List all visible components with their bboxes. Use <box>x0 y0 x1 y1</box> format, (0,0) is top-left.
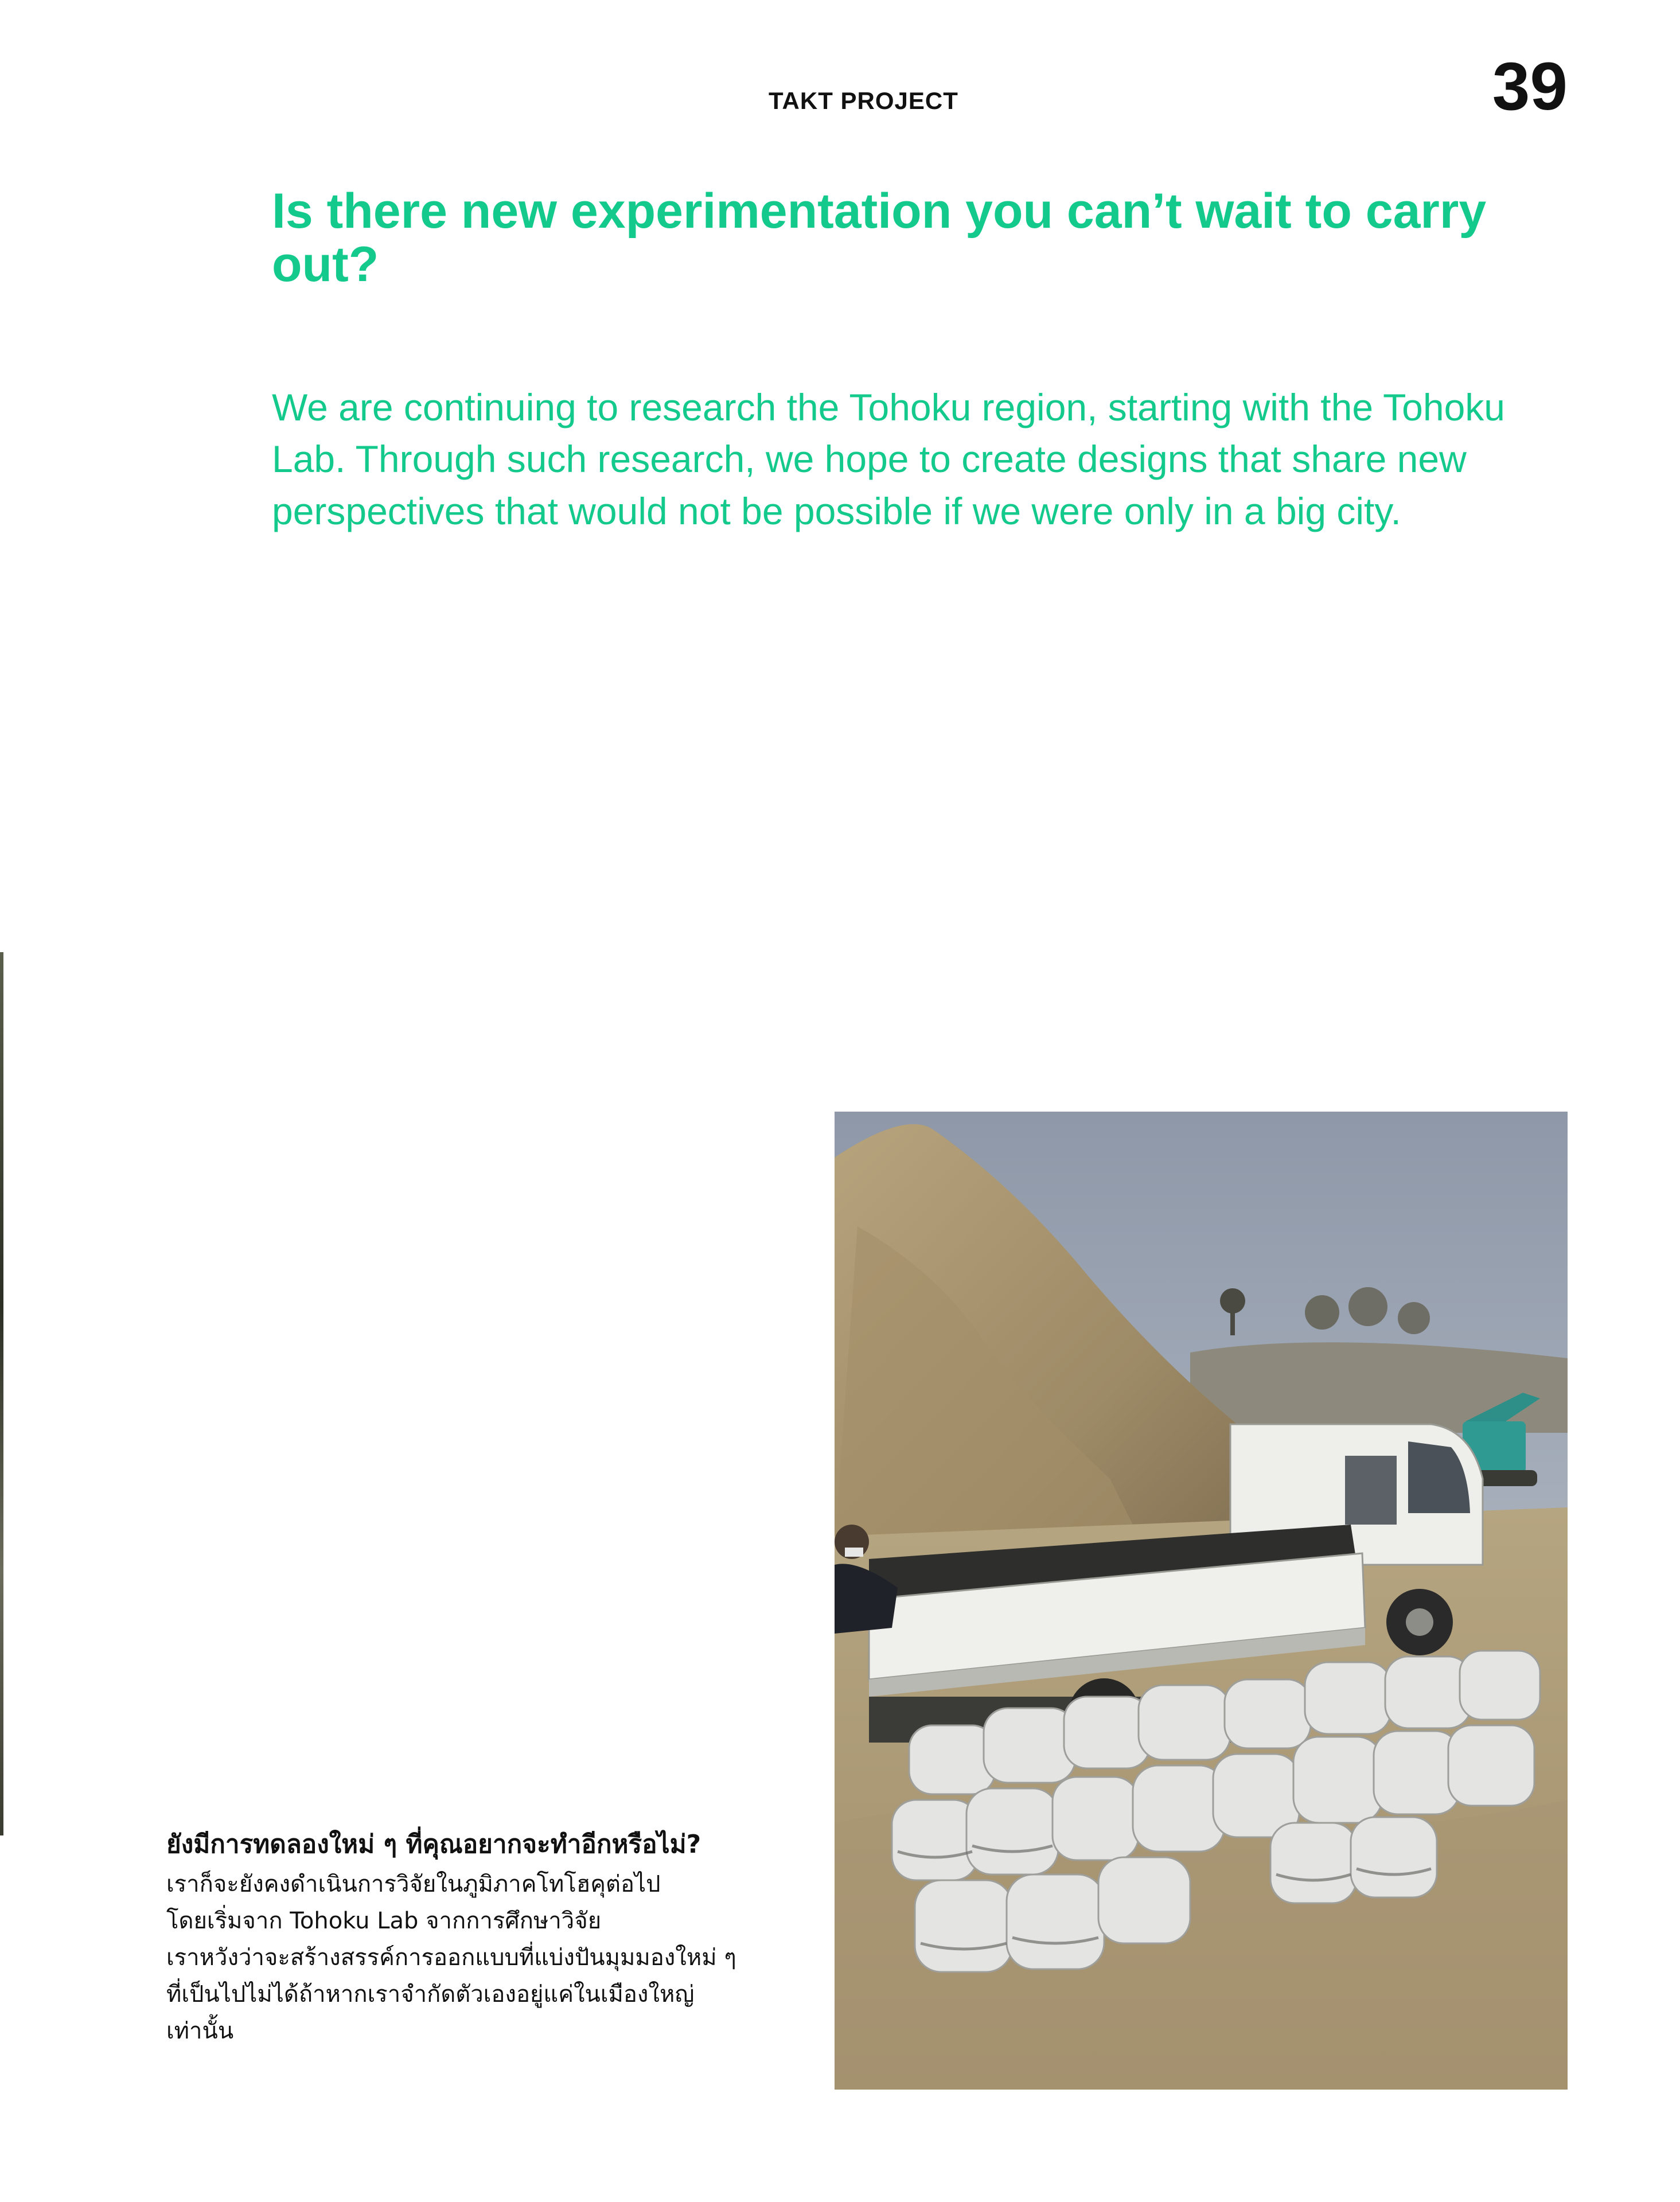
thai-text-block <box>166 1827 797 2049</box>
running-head: TAKT PROJECT <box>769 87 958 114</box>
interview-question-thai: ยังมีการทดลองใหม่ ๆ ที่คุณอยากจะทำอีกหรือไม่? <box>166 1830 701 1859</box>
photo-truck-sandbags <box>835 1112 1568 2090</box>
adjacent-page-edge <box>0 952 3 1835</box>
page-number: 39 <box>1492 49 1568 124</box>
interview-answer-thai: เราก็จะยังคงดำเนินการวิจัยในภูมิภาคโทโฮคุต่อไป โดยเริ่มจาก Tohoku Lab จากการศึกษาวิจัย เราหวังว่าจะสร้างสรรค์การออกแบบที่แบ่งปันมุมมองใหม่ ๆ ที่เป็นไปไม่ได้ถ้าหากเราจำกัดตัวเองอยู่แค่ในเมืองใหญ่ เท่านั้น <box>166 1870 736 2044</box>
interview-answer-english: We are continuing to research the Tohoku region, starting with the Tohoku Lab. Through such research, we hope to create designs that share new perspectives that would not be possible if we were only in a big city. <box>272 386 1505 532</box>
interview-question-english: Is there new experimentation you can’t wait to carry out? <box>272 184 1487 292</box>
